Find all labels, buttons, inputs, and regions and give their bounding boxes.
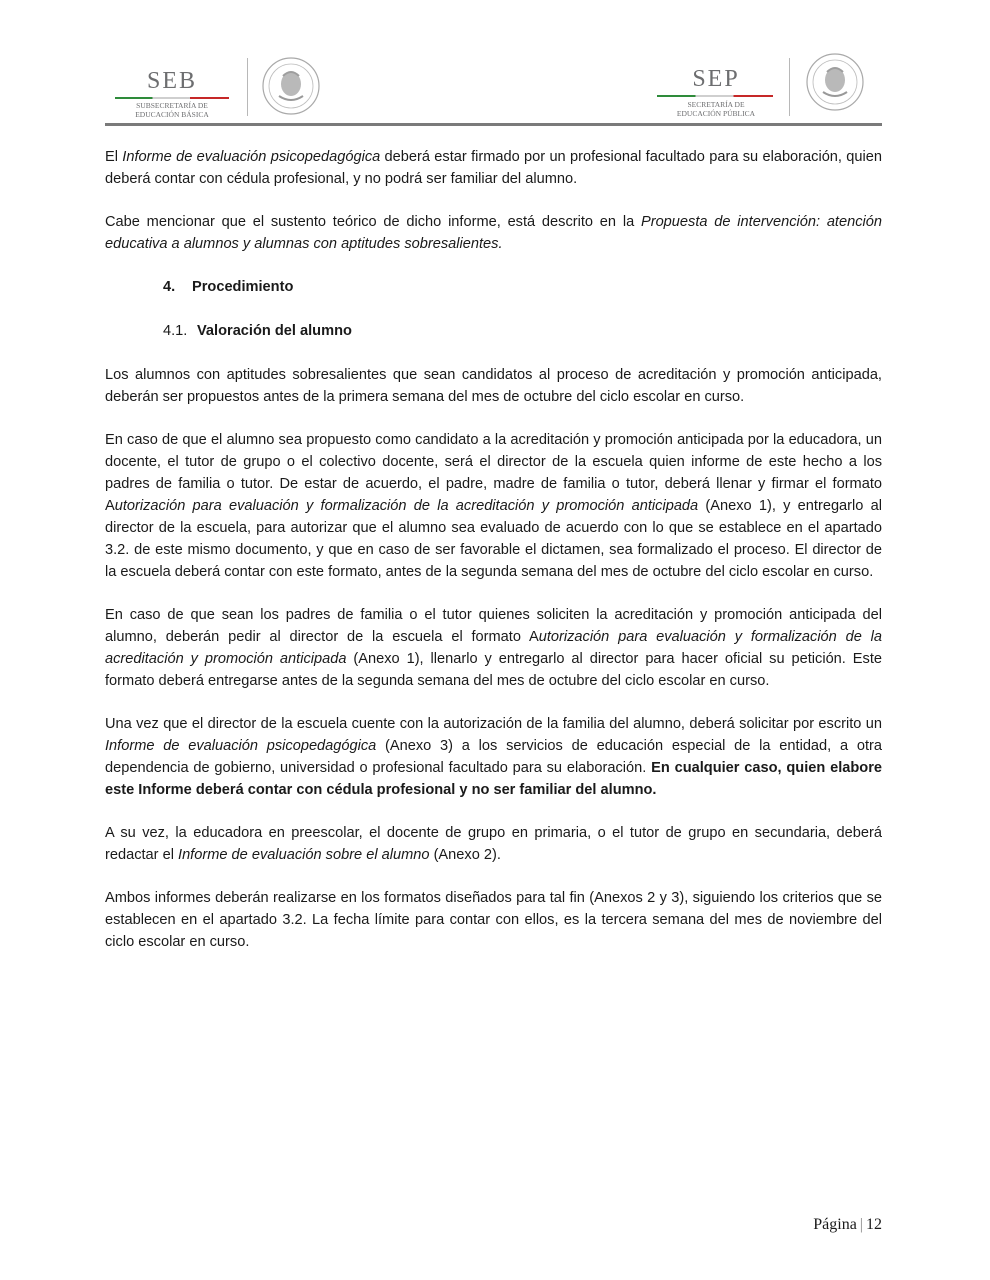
mexico-seal-icon bbox=[805, 52, 865, 112]
mexico-seal-icon bbox=[261, 56, 321, 116]
section-heading: 4. Procedimiento bbox=[163, 279, 294, 295]
paragraph: En caso de que sean los padres de familia o el tutor quienes soliciten la acreditación y promoción anticipada del alumno, deberán pedir al director de la escuela el formato Autorización para evaluación y formalización de la acreditación y promoción anticipada (Anexo 1), llenarlo y entregarlo al director para hacer oficial su petición. Este formato deberá entregarse antes de la segunda semana del mes de octubre del ciclo escolar en curso. bbox=[105, 607, 883, 689]
seb-subtitle: SUBSECRETARÍA DE EDUCACIÓN BÁSICA bbox=[135, 101, 209, 119]
logo-divider bbox=[789, 58, 790, 116]
logo-divider bbox=[247, 58, 248, 116]
sep-logo bbox=[657, 52, 882, 120]
page-header bbox=[105, 52, 882, 124]
seb-logo bbox=[113, 52, 333, 120]
page-number: Página | 12 bbox=[813, 1216, 882, 1233]
document-body bbox=[105, 146, 882, 974]
sep-subtitle: SECRETARÍA DE EDUCACIÓN PÚBLICA bbox=[676, 100, 756, 118]
flag-color-line bbox=[657, 95, 773, 97]
subsection-heading: 4.1. Valoración del alumno bbox=[163, 323, 352, 339]
flag-color-line bbox=[115, 97, 229, 99]
paragraph: Una vez que el director de la escuela cuente con la autorización de la familia del alumno, deberá solicitar por escrito un Informe de evaluación psicopedagógica (Anexo 3) a los servicios de educación especial de la entidad, a otra dependencia de gobierno, universidad o profesional facultado para su elaboración. En cualquier caso, quien elabore este Informe deberá contar con cédula profesional y no ser familiar del alumno. bbox=[105, 716, 882, 798]
paragraph: En caso de que el alumno sea propuesto como candidato a la acreditación y promoción anticipada por la educadora, un docente, el tutor de grupo o el colectivo docente, será el director de la escuela quien informe de este hecho a los padres de familia o tutor. De estar de acuerdo, el padre, madre de familia o tutor, deberá llenar y firmar el formato Autorización para evaluación y formalización de la acreditación y promoción anticipada (Anexo 1), y entregarlo al director de la escuela, para autorizar que el alumno sea evaluado de acuerdo con lo que se establece en el apartado 3.2. de este mismo documento, y que en caso de ser favorable el dictamen, sea formalizado el proceso. El director de la escuela deberá contar con este formato, antes de la segunda semana del mes de octubre del ciclo escolar en curso. bbox=[105, 432, 882, 580]
paragraph: El Informe de evaluación psicopedagógica deberá estar firmado por un profesional facultado para su elaboración, quien deberá contar con cédula profesional, y no podrá ser familiar del alumno. bbox=[105, 149, 882, 187]
header-rule bbox=[105, 123, 882, 126]
seb-abbreviation: SEB bbox=[146, 68, 197, 94]
paragraph: A su vez, la educadora en preescolar, el docente de grupo en primaria, o el tutor de grupo en secundaria, deberá redactar el Informe de evaluación sobre el alumno (Anexo 2). bbox=[105, 825, 882, 863]
paragraph: Cabe mencionar que el sustento teórico de dicho informe, está descrito en la Propuesta de intervención: atención educativa a alumnos y alumnas con aptitudes sobresalientes. bbox=[105, 214, 882, 252]
sep-abbreviation: SEP bbox=[692, 66, 740, 92]
paragraph: Los alumnos con aptitudes sobresalientes que sean candidatos al proceso de acreditación y promoción anticipada, deberán ser propuestos antes de la primera semana del mes de octubre del ciclo escolar en curso. bbox=[105, 367, 882, 405]
paragraph: Ambos informes deberán realizarse en los formatos diseñados para tal fin (Anexos 2 y 3), siguiendo los criterios que se establecen en el apartado 3.2. La fecha límite para contar con ellos, es la tercera semana del mes de noviembre del ciclo escolar en curso. bbox=[105, 890, 882, 950]
